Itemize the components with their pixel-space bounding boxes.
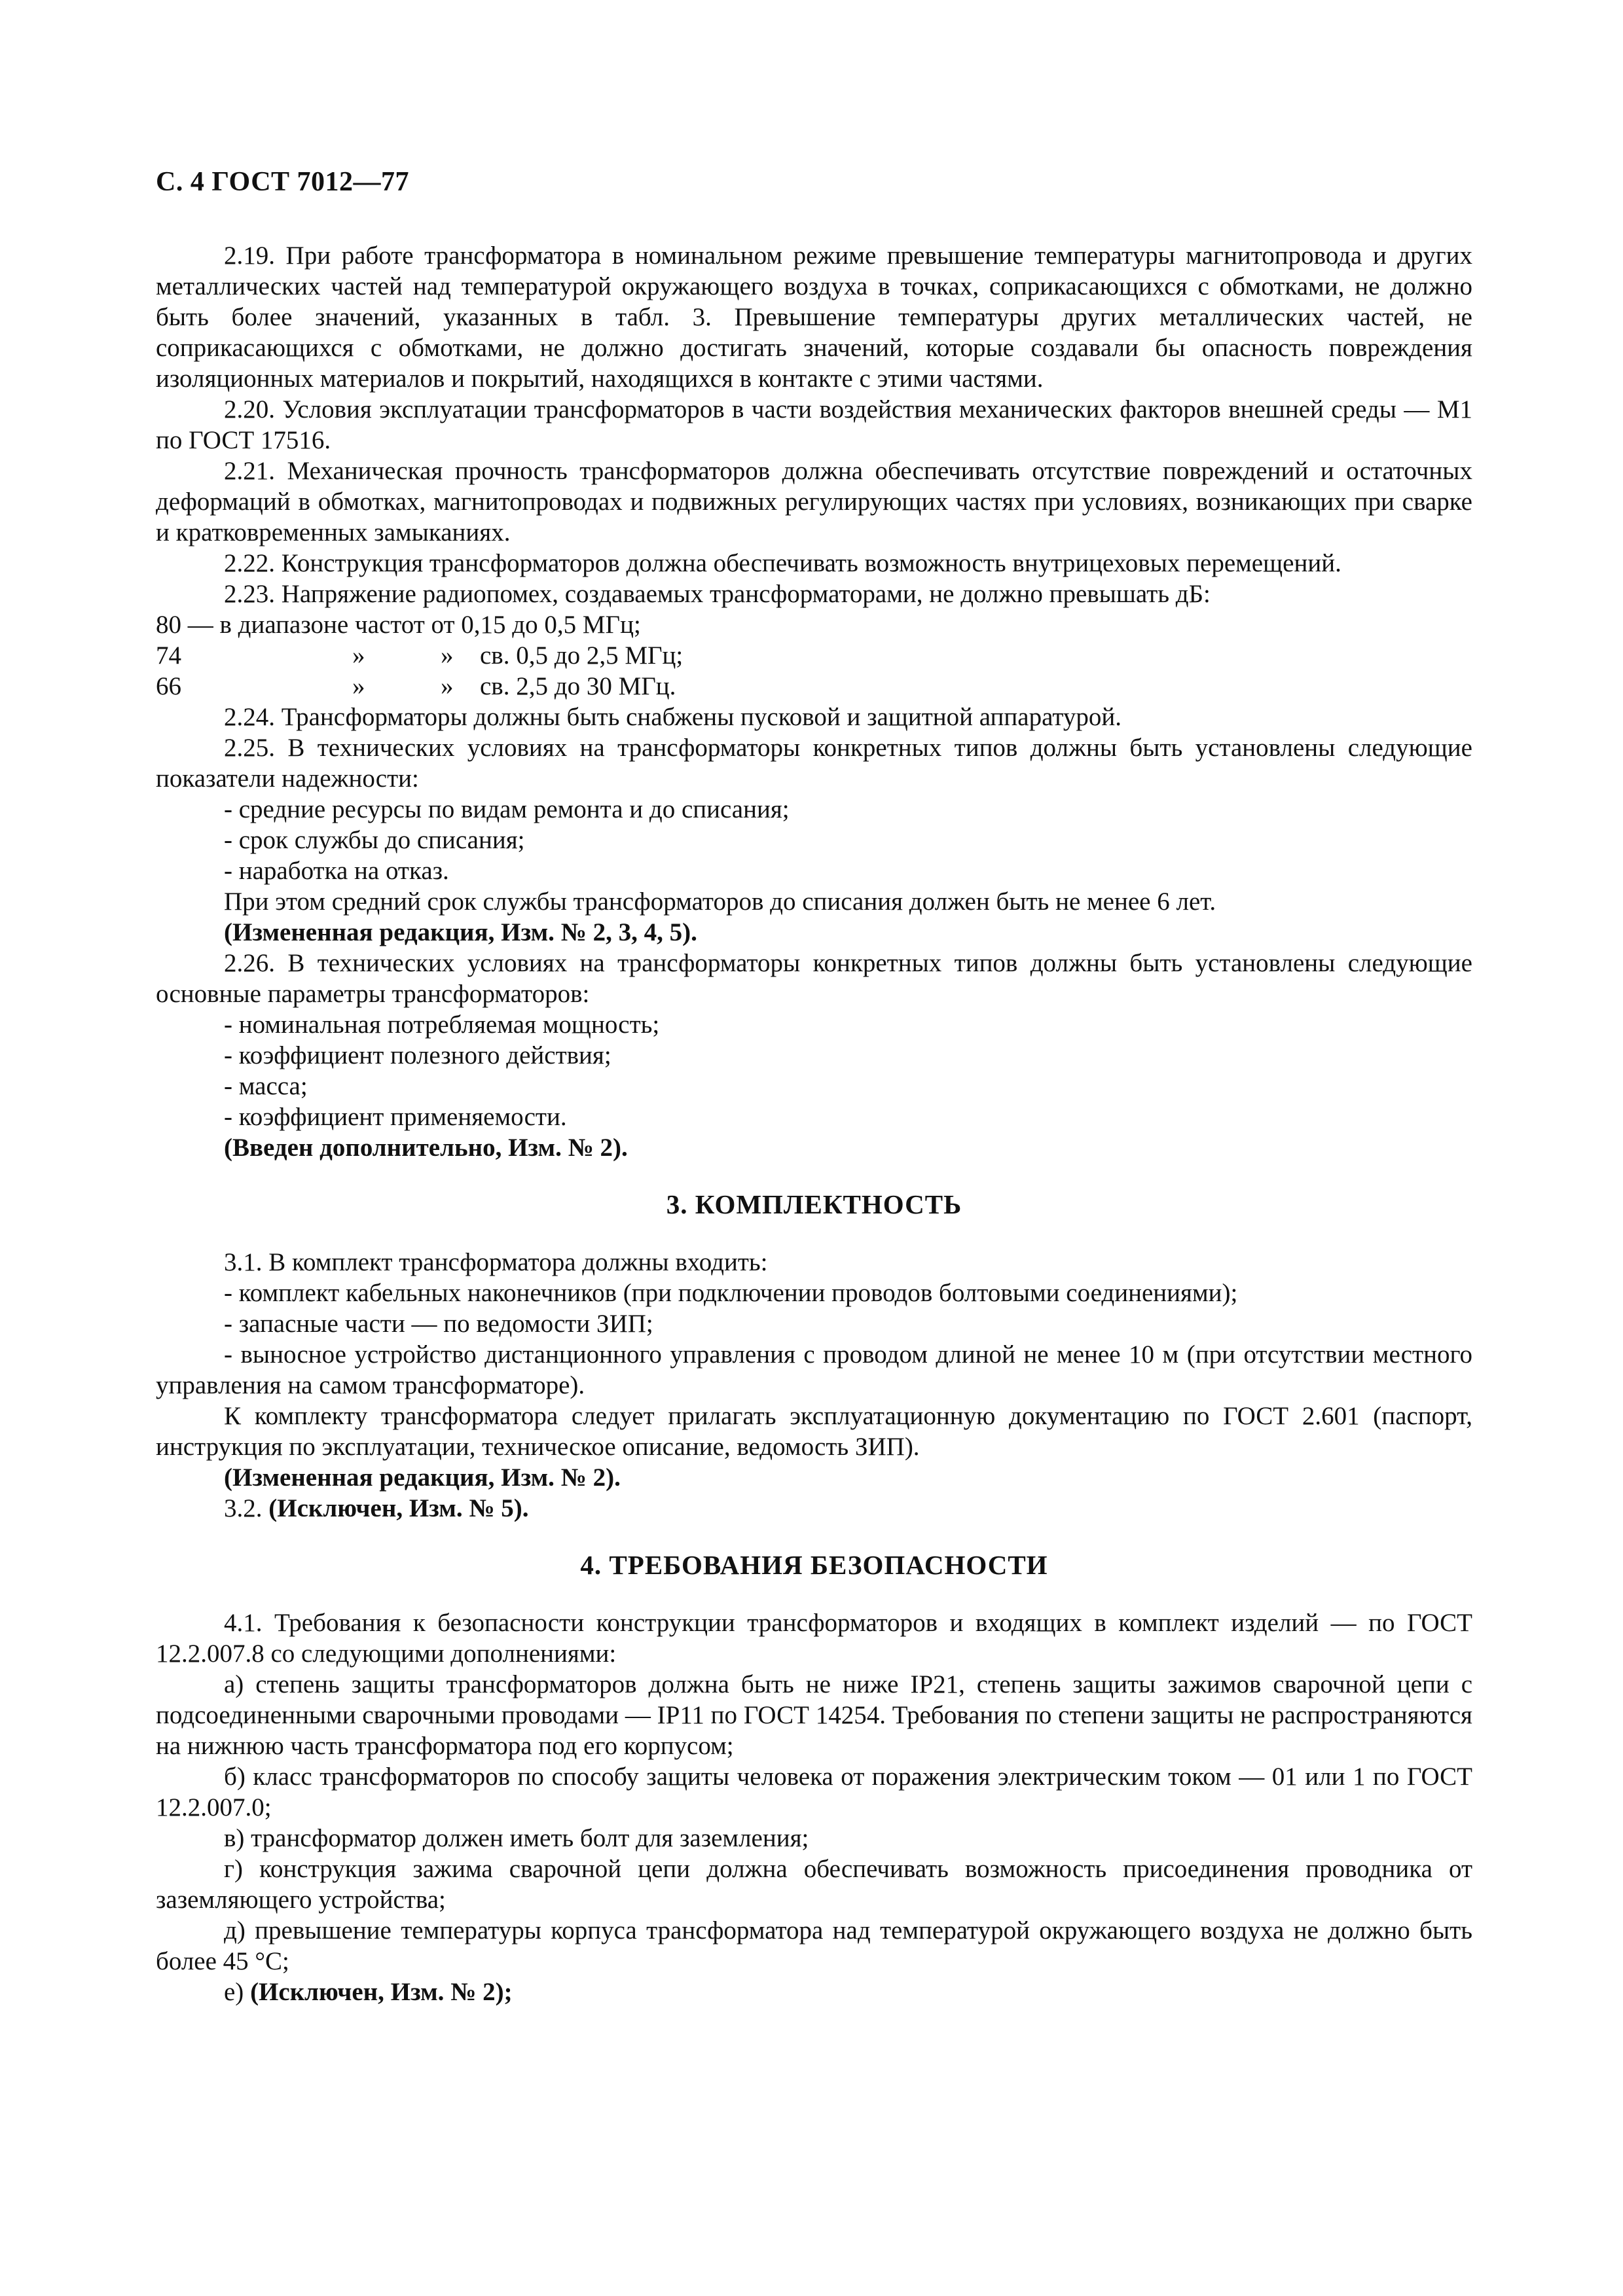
sub-item-d: д) превышение температуры корпуса трансформатора над температурой окружающего воздуха не должно быть более 45 °С; bbox=[156, 1916, 1472, 1975]
amendment-note: (Введен дополнительно, Изм. № 2). bbox=[224, 1134, 628, 1162]
list-item: - коэффициент применяемости. bbox=[224, 1103, 567, 1131]
sub-item-g: г) конструкция зажима сварочной цепи должна обеспечивать возможность присоединения проводника от заземляющего устройства; bbox=[156, 1855, 1472, 1914]
list-item: - номинальная потребляемая мощность; bbox=[224, 1011, 660, 1039]
list-item: - выносное устройство дистанционного управления с проводом длиной не менее 10 м (при отсутствии местного управления на самом трансформаторе). bbox=[156, 1340, 1472, 1399]
list-item: - средние ресурсы по видам ремонта и до списания; bbox=[224, 795, 790, 823]
ditto-mark: » bbox=[441, 672, 454, 700]
sub-item-label: е) bbox=[224, 1978, 244, 2006]
clause-2-21: 2.21. Механическая прочность трансформаторов должна обеспечивать отсутствие повреждений и остаточных деформаций в обмотках, магнитопроводах и подвижных регулирующих частях при условиях, возникающих при сварке и кратковременных замыканиях. bbox=[156, 457, 1472, 547]
excluded-note: (Исключен, Изм. № 5). bbox=[268, 1494, 529, 1522]
sub-item-a: а) степень защиты трансформаторов должна быть не ниже IP21, степень защиты зажимов сварочной цепи с подсоединенными сварочными проводами — IP11 по ГОСТ 14254. Требования по степени защиты не распространяются на нижнюю часть трансформатора под его корпусом; bbox=[156, 1670, 1472, 1760]
list-item: - масса; bbox=[224, 1072, 308, 1100]
sub-item-b: б) класс трансформаторов по способу защиты человека от поражения электрическим током — 01 или 1 по ГОСТ 12.2.007.0; bbox=[156, 1763, 1472, 1821]
clause-2-22: 2.22. Конструкция трансформаторов должна обеспечивать возможность внутрицеховых перемещений. bbox=[224, 549, 1341, 577]
list-item: - наработка на отказ. bbox=[224, 857, 449, 885]
list-item: - срок службы до списания; bbox=[224, 826, 525, 854]
clause-3-1: 3.1. В комплект трансформатора должны входить: bbox=[224, 1248, 768, 1276]
list-item: - коэффициент полезного действия; bbox=[224, 1041, 611, 1069]
sub-item-v: в) трансформатор должен иметь болт для заземления; bbox=[224, 1824, 809, 1852]
freq-value: 74 bbox=[156, 641, 181, 670]
clause-2-26: 2.26. В технических условиях на трансформаторы конкретных типов должны быть установлены следующие основные параметры трансформаторов: bbox=[156, 949, 1472, 1008]
amendment-note: (Измененная редакция, Изм. № 2). bbox=[224, 1463, 621, 1492]
freq-row-66 bbox=[156, 671, 1472, 702]
running-head: С. 4 ГОСТ 7012—77 bbox=[156, 167, 410, 197]
freq-row-80: 80 — в диапазоне частот от 0,15 до 0,5 МГц; bbox=[156, 611, 641, 639]
amendment-note: (Измененная редакция, Изм. № 2, 3, 4, 5). bbox=[224, 918, 697, 946]
clause-2-25: 2.25. В технических условиях на трансформаторы конкретных типов должны быть установлены следующие показатели надежности: bbox=[156, 734, 1472, 793]
clause-number: 3.2. bbox=[224, 1494, 263, 1522]
ditto-mark: » bbox=[352, 672, 365, 700]
sub-item-e bbox=[156, 1977, 1472, 2007]
excluded-note: (Исключен, Изм. № 2); bbox=[250, 1978, 513, 2006]
list-item: - запасные части — по ведомости ЗИП; bbox=[224, 1310, 653, 1338]
section-heading-4: 4. ТРЕБОВАНИЯ БЕЗОПАСНОСТИ bbox=[580, 1550, 1048, 1580]
ditto-mark: » bbox=[352, 641, 365, 670]
clause-2-24: 2.24. Трансформаторы должны быть снабжены пусковой и защитной аппаратурой. bbox=[224, 703, 1122, 731]
freq-range: св. 2,5 до 30 МГц. bbox=[480, 672, 676, 700]
clause-4-1: 4.1. Требования к безопасности конструкции трансформаторов и входящих в комплект изделий — по ГОСТ 12.2.007.8 со следующими дополнениями: bbox=[156, 1609, 1472, 1668]
freq-value: 66 bbox=[156, 672, 181, 700]
clause-3-2 bbox=[156, 1493, 1472, 1524]
ditto-mark: » bbox=[441, 641, 454, 670]
freq-range: св. 0,5 до 2,5 МГц; bbox=[480, 641, 684, 670]
clause-docs: К комплекту трансформатора следует прилагать эксплуатационную документацию по ГОСТ 2.601 (паспорт, инструкция по эксплуатации, техническое описание, ведомость ЗИП). bbox=[156, 1402, 1472, 1461]
freq-row-74 bbox=[156, 640, 1472, 671]
section-heading-3: 3. КОМПЛЕКТНОСТЬ bbox=[666, 1189, 962, 1219]
clause-2-23: 2.23. Напряжение радиопомех, создаваемых трансформаторами, не должно превышать дБ: bbox=[224, 580, 1211, 608]
clause-2-20: 2.20. Условия эксплуатации трансформаторов в части воздействия механических факторов внешней среды — М1 по ГОСТ 17516. bbox=[156, 395, 1472, 454]
clause-note: При этом средний срок службы трансформаторов до списания должен быть не менее 6 лет. bbox=[224, 888, 1216, 916]
list-item: - комплект кабельных наконечников (при подключении проводов болтовыми соединениями); bbox=[224, 1279, 1238, 1307]
clause-2-19: 2.19. При работе трансформатора в номинальном режиме превышение температуры магнитопровода и других металлических частей над температурой окружающего воздуха в точках, соприкасающихся с обмотками, не должно быть более значений, указанных в табл. 3. Превышение температуры других металлических частей, не соприкасающихся с обмотками, не должно достигать значений, которые создавали бы опасность повреждения изоляционных материалов и покрытий, находящихся в контакте с этими частями. bbox=[156, 242, 1472, 393]
